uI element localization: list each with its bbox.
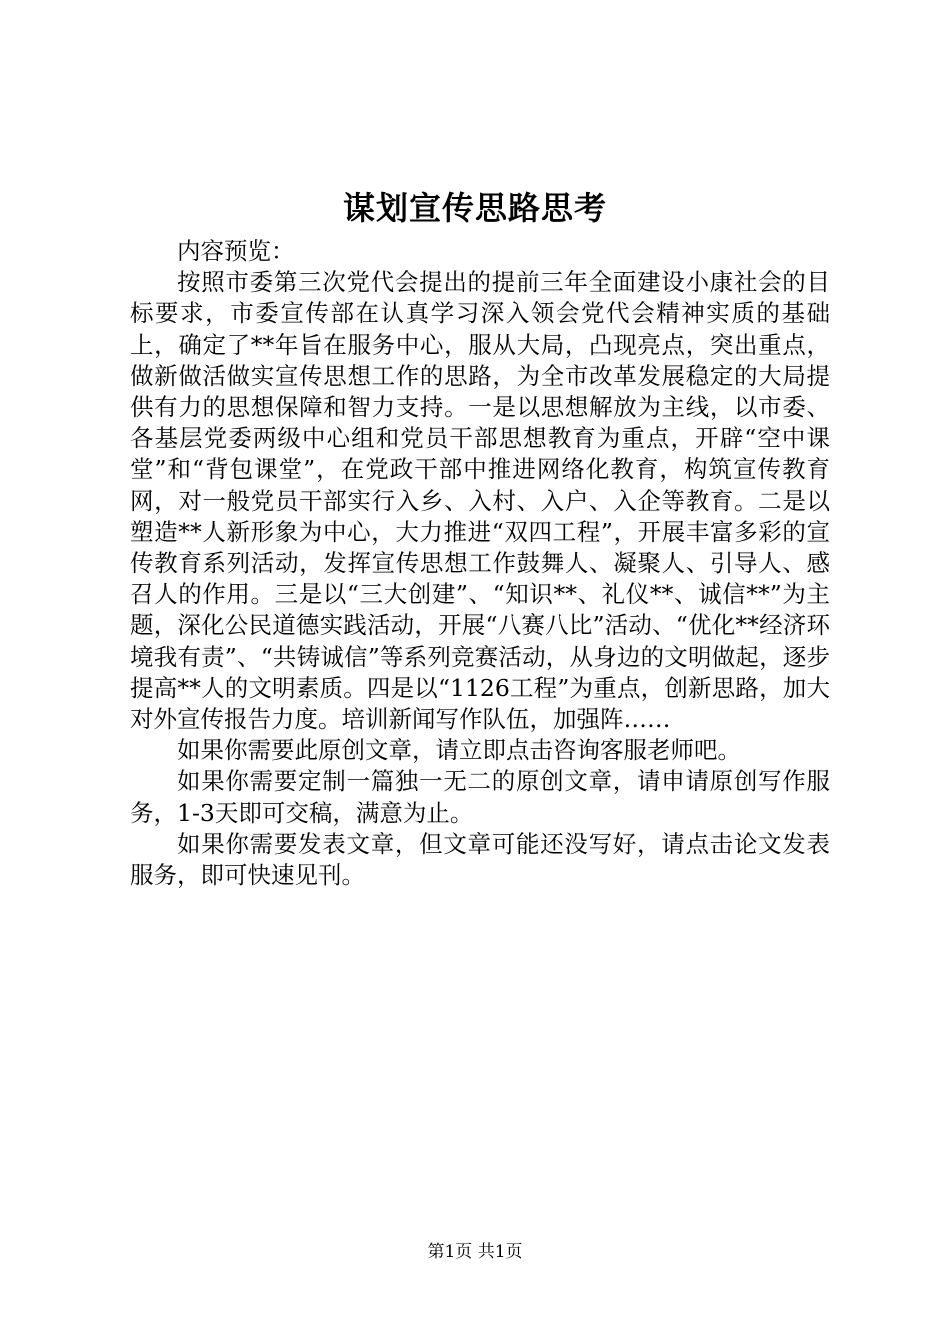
notice-custom-writing: 如果你需要定制一篇独一无二的原创文章，请申请原创写作服务，1-3天即可交稿，满意为止。 <box>130 767 830 827</box>
body-paragraph: 按照市委第三次党代会提出的提前三年全面建设小康社会的目标要求，市委宣传部在认真学习深入领会党代会精神实质的基础上，确定了**年旨在服务中心，服从大局，凸现亮点，突出重点，做新做活做实宣传思想工作的思路，为全市改革发展稳定的大局提供有力的思想保障和智力支持。一是以思想解放为主线，以市委、各基层党委两级中心组和党员干部思想教育为重点，开辟“空中课堂”和“背包课堂”，在党政干部中推进网络化教育，构筑宣传教育网，对一般党员干部实行入乡、入村、入户、入企等教育。二是以塑造**人新形象为中心，大力推进“双四工程”，开展丰富多彩的宣传教育系列活动，发挥宣传思想工作鼓舞人、凝聚人、引导人、感召人的作用。三是以“三大创建”、“知识**、礼仪**、诚信**”为主题，深化公民道德实践活动，开展“八赛八比”活动、“优化**经济环境我有责”、“共铸诚信”等系列竞赛活动，从身边的文明做起，逐步提高**人的文明素质。四是以“1126工程”为重点，创新思路，加大对外宣传报告力度。培训新闻写作队伍，加强阵…… <box>130 268 830 734</box>
preview-label: 内容预览： <box>177 237 295 265</box>
notice-consult: 如果你需要此原创文章，请立即点击咨询客服老师吧。 <box>177 736 741 765</box>
page-indicator: 第1页 共1页 <box>427 1242 523 1262</box>
notice-publishing: 如果你需要发表文章，但文章可能还没写好，请点击论文发表服务，即可快速见刊。 <box>130 829 830 890</box>
document-content <box>130 236 830 891</box>
document-title: 谋划宣传思路思考 <box>342 189 607 227</box>
